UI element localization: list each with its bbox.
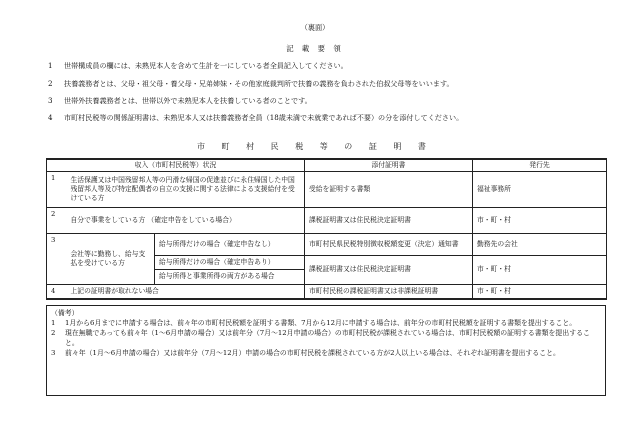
remark-item — [51, 328, 601, 348]
row-document: 課税証明書又は住民税決定証明書 — [305, 208, 473, 234]
certificate-table — [46, 158, 607, 300]
remark-item — [51, 348, 601, 358]
certificate-title: 市 町 村 民 税 等 の 証 明 書 — [197, 142, 433, 151]
note-item — [48, 113, 608, 122]
row-subcase: 給与所得と事業所得の両方がある場合 — [155, 270, 305, 284]
note-item — [48, 79, 608, 88]
row-document: 課税証明書又は住民税決定証明書 — [305, 256, 473, 284]
row-situation: 上記の証明書が取れない場合 — [69, 284, 305, 299]
note-item — [48, 96, 608, 105]
table-row — [47, 234, 607, 256]
row-subcase: 給与所得だけの場合（確定申告なし） — [155, 234, 305, 256]
row-issuer: 市・町・村 — [473, 208, 607, 234]
row-document: 受給を証明する書類 — [305, 172, 473, 208]
remarks-box — [46, 305, 606, 396]
row-issuer: 福祉事務所 — [473, 172, 607, 208]
note-text: 扶養義務者とは、父母・祖父母・養父母・兄弟姉妹・その他家庭裁判所で扶養の義務を負わされた伯叔父母等をいいます。 — [64, 79, 454, 88]
note-item — [48, 61, 608, 70]
row-document: 市町村民税の課税証明書又は非課税証明書 — [305, 284, 473, 299]
note-number: 2 — [48, 79, 53, 88]
row-number: 4 — [47, 284, 69, 299]
row-subcase: 給与所得だけの場合（確定申告あり） — [155, 256, 305, 270]
remarks-title: （備考） — [51, 309, 79, 317]
table-row — [47, 208, 607, 234]
row-number: 1 — [47, 172, 69, 208]
row-issuer: 市・町・村 — [473, 284, 607, 299]
remark-number: 3 — [51, 349, 56, 357]
note-number: 3 — [48, 96, 53, 105]
row-situation: 自分で事業をしている方 （確定申告をしている場合） — [69, 208, 305, 234]
header-situation: 収入（市町村民税等）状況 — [47, 159, 305, 172]
header-issuer: 発行先 — [473, 159, 607, 172]
row-number: 3 — [47, 234, 69, 284]
table-header-row — [47, 159, 607, 172]
row-issuer: 市・町・村 — [473, 256, 607, 284]
remark-text: 現在無職であっても前々年（1～6月申請の場合）又は前年分（7月～12月申請の場合）の市町村民税が課税されている場合は、市町村民税額の証明する書類を提出すること。 — [65, 329, 590, 347]
row-situation: 会社等に勤務し、給与支払を受けている方 — [69, 234, 155, 284]
table-row — [47, 172, 607, 208]
notes-title: 記 載 要 領 — [286, 44, 344, 53]
remark-item — [51, 318, 601, 328]
row-situation: 生活保護又は中国残留邦人等の円滑な帰国の促進並びに永住帰国した中国残留邦人等及び特定配偶者の自立の支援に関する法律による支援給付を受けている方 — [69, 172, 305, 208]
remark-number: 2 — [51, 329, 56, 337]
header-document: 添付証明書 — [305, 159, 473, 172]
remark-text: 1月から6月までに申請する場合は、前々年の市町村民税額を証明する書類、7月から12月に申請する場合は、前年分の市町村民税額を証明する書類を提出すること。 — [65, 319, 577, 327]
back-side-label: （裏面） — [300, 23, 330, 32]
row-document: 市町村民県民税特別徴収税額変更（決定）通知書 — [305, 234, 473, 256]
note-text: 世帯外扶養義務者とは、世帯以外で未熟児本人を扶養している者のことです。 — [64, 96, 312, 105]
note-text: 市町村民税等の関係証明書は、未熟児本人又は扶養義務者全員（18歳未満で未就業であれば不要）の分を添付してください。 — [64, 113, 464, 122]
note-number: 4 — [48, 113, 53, 122]
table-row — [47, 284, 607, 299]
remark-text: 前々年（1月～6月申請の場合）又は前年分（7月～12月）申請の場合の市町村民税を課税されている方が2人以上いる場合は、それぞれ証明書を提出すること。 — [65, 349, 560, 357]
row-issuer: 勤務先の会社 — [473, 234, 607, 256]
row-number: 2 — [47, 208, 69, 234]
note-text: 世帯構成員の欄には、未熟児本人を含めて生計を一にしている者全員記入してください。 — [64, 61, 348, 70]
note-number: 1 — [48, 61, 53, 70]
remark-number: 1 — [51, 319, 56, 327]
